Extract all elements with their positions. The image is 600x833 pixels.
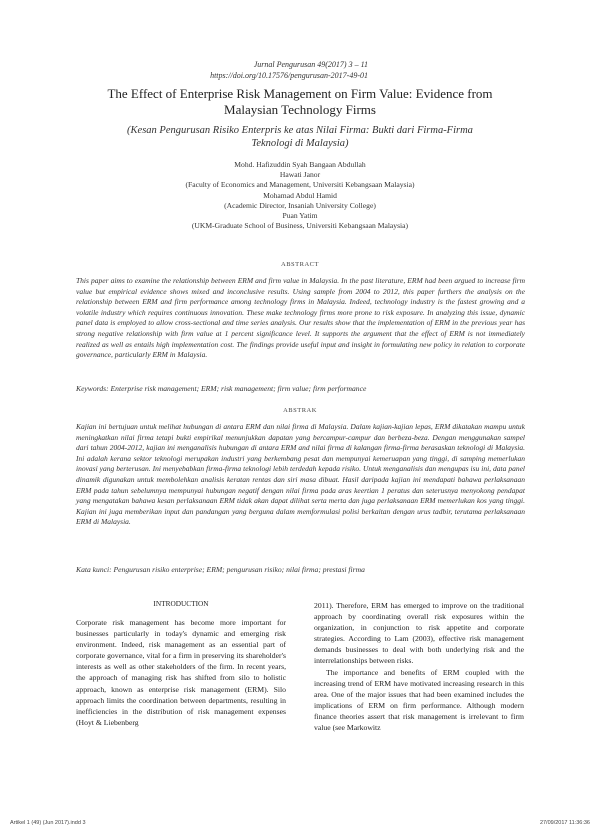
abstrak-heading: ABSTRAK [283,407,317,414]
body-paragraph: The importance and benefits of ERM coupled with the increasing trend of ERM have motivated increasing research in this area. One of the major issues that had been examined includes the implications of ERM on firm performance. Although modern finance theories assert that risk management is irrelevant to firm value (see Markowitz [314,667,524,733]
print-slug-filename: Artikel 1 (49) (Jun 2017).indd 3 [10,820,86,826]
author-name: Hawati Janor [279,170,321,180]
author-name: Puan Yatim [282,211,318,221]
journal-reference [210,59,368,81]
body-paragraph: Corporate risk management has become more important for businesses particularly in today's dynamic and emerging risk environment. Indeed, risk management as an essential part of corporate governance, vital for a firm in preserving its shareholder's interests as well as other stakeholders of the firm. In recent years, the approach of managing risk has shifted from silo to holistic approach, known as enterprise risk management (ERM). Silo approach limits the coordination between departments, resulting in inefficiencies in the distribution of risk management expenses (Hoyt & Liebenberg [76,618,286,727]
paper-subtitle: (Kesan Pengurusan Risiko Enterpris ke atas Nilai Firma: Bukti dari Firma-Firma Teknologi di Malaysia) [127,125,473,149]
author-name: Mohamad Abdul Hamid [263,190,337,200]
author-name: Mohd. Hafizuddin Syah Bangaan Abdullah [234,160,366,169]
body-paragraph: 2011). Therefore, ERM has emerged to improve on the traditional approach by coordinating overall risk exposures within the organization, in conjunction to risk appetite and corporate strategies. According to Lam (2003), effective risk management demands businesses to deal with both underlying risk and the interrelationships between risks. [314,601,524,666]
abstrak-text: Kajian ini bertujuan untuk melihat hubungan di antara ERM dan nilai firma di Malaysia. Dalam kajian-kajian lepas, ERM dikatakan mampu untuk meningkatkan nilai firma tetapi bukti empirikal menunjukkan dapatan yang bercampur-campur dan berbeza-beza. Dengan menggunakan sampel dari tahun 2004-2012, kajian ini menganalisis hubungan di antara ERM and nilai firma di kalangan firma-firma berasaskan teknologi di Malaysia. Ini adalah kerana sektor teknologi merupakan industri yang berkembang pesat dan mempunyai kemeruapan yang tinggi, di samping memerlukan inovasi yang berterusan. Ini menyebabkan firma-firma teknologi lebih terdedah kepada risiko. Untuk menganalisis dan mengupas isu ini, data panel dinamik digunakan untuk membolehkan analisis keratan rentas dan siri masa dibuat. Hasil daripada kajian ini mendapati bahawa perlaksanaan ERM pada tahun sebelumnya mempunyai hubungan negatif dengan nilai firma pada aras keertian 1 peratus dan seterusnya menyokong pendapat yang mengatakan bahawa kesan perlaksanaan ERM tidak akan dapat dilihat serta merta dan juga perlaksanaan ERM memerlukan kos yang tinggi. Kajian ini juga memberikan input dan pandangan yang berguna dalam memformulasi polisi berkaitan dengan urus tadbir, terutama perlaksanaan ERM di Malaysia. [76,422,525,527]
abstract-heading: ABSTRACT [281,261,319,268]
doi-link[interactable]: https://doi.org/10.17576/pengurusan-2017-49-01 [210,71,368,80]
introduction-heading: INTRODUCTION [153,599,209,608]
paper-title: The Effect of Enterprise Risk Management on Firm Value: Evidence from Malaysian Technology Firms [107,86,493,117]
author-affiliation: (UKM-Graduate School of Business, Universiti Kebangsaan Malaysia) [191,221,409,231]
abstract-keywords: Keywords: Enterprise risk management; ERM; risk management; firm value; firm performance [76,384,367,393]
author-block [120,160,480,231]
print-slug-timestamp: 27/09/2017 11:36:36 [539,820,590,826]
abstract-text: This paper aims to examine the relationship between ERM and firm value in Malaysia. In the past literature, ERM had been argued to increase firm value but empirical evidence shows mixed and inconclusive results. Using sample from 2004 to 2012, this paper furthers the analysis on the relationship between ERM and firm performance among technology firms in Malaysia. Indeed, technology industry is the fastest growing and a volatile industry which requires continuous innovation. These make technology firms more prone to risk exposure. In analyzing this issue, dynamic panel data is employed to allow cross-sectional and time series analysis. Our results show that the implementation of ERM in the previous year has strong negative relationship with firm value at 1 percent significance level. It supports the argument that the effect of ERM is not immediately realized as well as entails high implementation cost. The findings provide useful input and insight in formulating new policy in relation to corporate governance, particularly ERM in Malaysia. [76,276,525,360]
left-column [76,617,286,728]
journal-citation: Jurnal Pengurusan 49(2017) 3 – 11 [253,60,368,69]
abstrak-keywords: Kata kunci: Pengurusan risiko enterprise; ERM; pengurusan risiko; nilai firma; prestasi firma [76,565,365,574]
author-affiliation: (Faculty of Economics and Management, Universiti Kebangsaan Malaysia) [185,180,415,190]
right-column [314,600,524,733]
author-affiliation: (Academic Director, Insaniah University College) [224,200,376,210]
